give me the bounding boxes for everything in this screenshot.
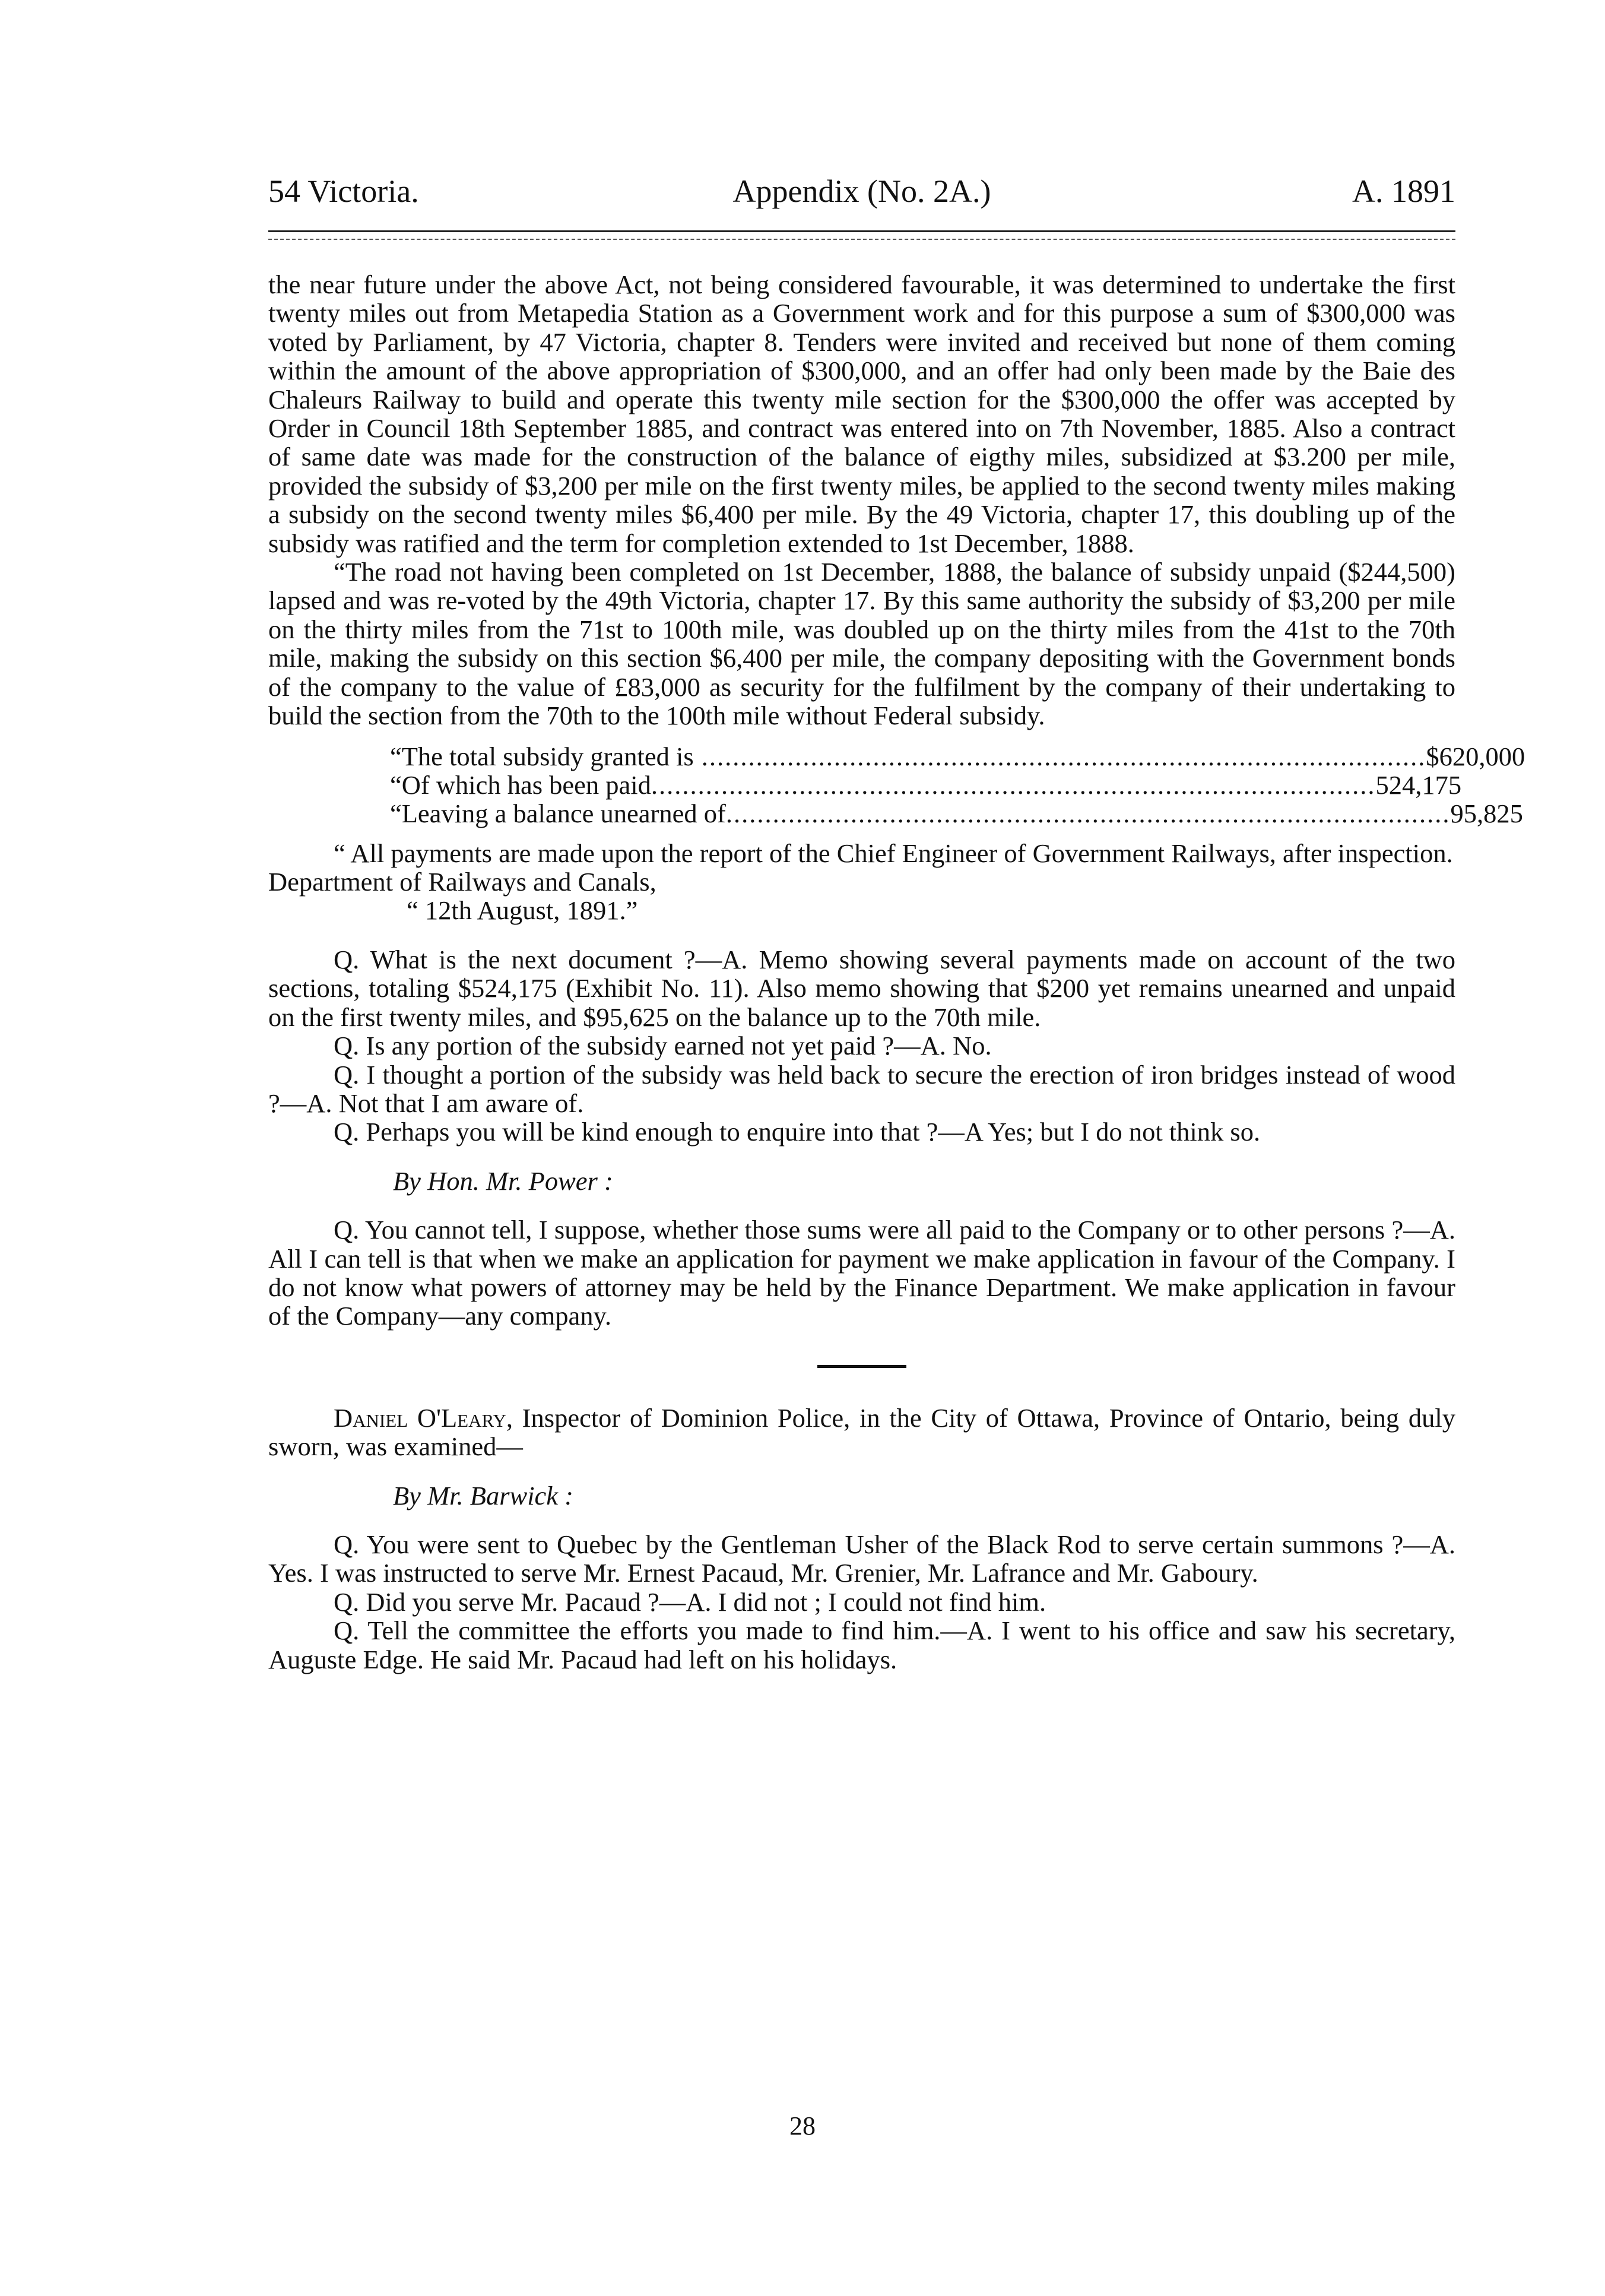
header-year: A. 1891 [1352, 173, 1455, 209]
witness-introduction [268, 1404, 1455, 1461]
signature-date: “ 12th August, 1891.” [407, 895, 638, 926]
summary-row-paid: “Of which has been paid............................................................................................. 524,175 [390, 769, 1462, 800]
header-rule [268, 230, 1455, 232]
summary-label: “Of which has been paid [390, 769, 651, 800]
header-session: 54 Victoria. [268, 173, 419, 209]
summary-amount: $620,000 [1426, 741, 1525, 771]
question-enquire: Q. Perhaps you will be kind enough to enquire into that ?—A Yes; but I do not think so. [334, 1117, 1261, 1147]
summary-label: “Leaving a balance unearned of [390, 799, 726, 829]
summary-label: “The total subsidy granted is [390, 741, 694, 771]
header-rule-secondary [268, 239, 1455, 240]
summary-amount: 95,825 [1450, 799, 1523, 829]
question-next-document: Q. What is the next document ?—A. Memo showing several payments made on account of the two sections, totaling $524,175 (Exhibit No. 11). Also memo showing that $200 yet remains unearned and unpaid on the first twenty miles, and $95,625 on the balance up to the 70th mile. [268, 944, 1455, 1032]
running-header [268, 167, 1455, 215]
witness-description: , Inspector of Dominion Police, in the City of Ottawa, Province of Ontario, being duly sworn, was examined— [268, 1402, 1456, 1462]
question-sums-paid: Q. You cannot tell, I suppose, whether those sums were all paid to the Company or to other persons ?—A. All I can tell is that when we make an application for payment we make application in favour of the Company. I do not know what powers of attorney may be held by the Finance Department. We make application in favour of the Company—any company. [268, 1215, 1455, 1331]
header-appendix: Appendix (No. 2A.) [732, 173, 991, 209]
page-number: 28 [789, 2111, 816, 2140]
summary-amount: 524,175 [1375, 769, 1462, 800]
paragraph-payments: “ All payments are made upon the report of the Chief Engineer of Government Railways, after inspection. [334, 838, 1453, 868]
question-efforts: Q. Tell the committee the efforts you made to find him.—A. I went to his office and saw his secretary, Auguste Edge. He said Mr. Pacaud had left on his holidays. [268, 1616, 1455, 1674]
question-summons: Q. You were sent to Quebec by the Gentleman Usher of the Black Rod to serve certain summons ?—A. Yes. I was instructed to serve Mr. Ernest Pacaud, Mr. Grenier, Mr. Lafrance and Mr. Gaboury. [268, 1529, 1455, 1588]
summary-row-total: “The total subsidy granted is ............................................................................................. $620,000 [390, 741, 1525, 771]
examiner-byline: By Mr. Barwick : [393, 1480, 574, 1510]
summary-row-unearned: “Leaving a balance unearned of............................................................................................. 95,825 [390, 799, 1523, 829]
paragraph-road-completion: “The road not having been completed on 1st December, 1888, the balance of subsidy unpaid ($244,500) lapsed and was re-voted by the 49th Victoria, chapter 17. By this same authority the subsidy of $3,200 per mile on the thirty miles from the 71st to 100th mile, was doubled up on the thirty miles from the 41st to the 70th mile, making the subsidy on this section $6,400 per mile, the company depositing with the Government bonds of the company to the value of £83,000 as security for the fulfilment by the company of their undertaking to build the section from the 70th to the 100th mile without Federal subsidy. [268, 557, 1455, 731]
witness-name: Daniel O'Leary [334, 1402, 506, 1433]
question-subsidy-earned: Q. Is any portion of the subsidy earned not yet paid ?—A. No. [334, 1031, 992, 1061]
page-body [268, 270, 1525, 1674]
question-iron-bridges: Q. I thought a portion of the subsidy was held back to secure the erection of iron bridges instead of wood ?—A. Not that I am aware of. [268, 1059, 1455, 1118]
question-serve-pacaud: Q. Did you serve Mr. Pacaud ?—A. I did not ; I could not find him. [334, 1586, 1046, 1617]
subsidy-summary [268, 741, 1525, 829]
section-divider [817, 1365, 906, 1368]
paragraph-continuation: the near future under the above Act, not being considered favourable, it was determined to undertake the first twenty miles out from Metapedia Station as a Government work and for this purpose a sum of $300,000 was voted by Parliament, by 47 Victoria, chapter 8. Tenders were invited and received but none of them coming within the amount of the above appropriation of $300,000, and an offer had only been made by the Baie des Chaleurs Railway to build and operate this twenty mile section for the $300,000 the offer was accepted by Order in Council 18th September 1885, and contract was entered into on 7th November, 1885. Also a contract of same date was made for the construction of the balance of eigthy miles, subsidized at $3.200 per mile, provided the subsidy of $3,200 per mile on the first twenty miles, be applied to the second twenty miles making a subsidy on the second twenty miles $6,400 per mile. By the 49 Victoria, chapter 17, this doubling up of the subsidy was ratified and the term for completion extended to 1st December, 1888. [268, 270, 1455, 558]
examiner-byline: By Hon. Mr. Power : [393, 1166, 613, 1196]
signature-department: Department of Railways and Canals, [268, 867, 656, 897]
